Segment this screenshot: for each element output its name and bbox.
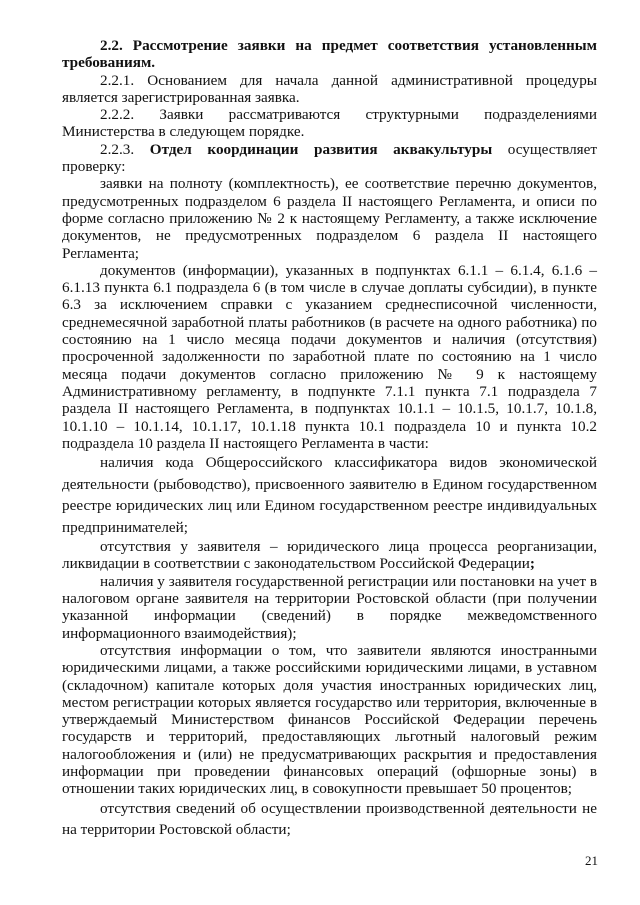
- paragraph-2-2-3: [62, 141, 597, 176]
- list-item: наличия у заявителя государственной регистрации или постановки на учет в налоговом органе заявителя на территории Ростовской области (при получении указанной информации (сведений) в порядке межведомственного информационного взаимодействия);: [62, 572, 597, 642]
- paragraph-2-2-2: 2.2.2. Заявки рассматриваются структурными подразделениями Министерства в следующем порядке.: [62, 106, 597, 141]
- list-item: отсутствия информации о том, что заявители являются иностранными юридическими лицами, а также российскими юридическими лицами, в уставном (складочном) капитале которых доля участия иностранных юридических лиц, местом регистрации которых является государство или территория, включенные в утверждаемый Министерством финансов Российской Федерации перечень государств и территорий, предоставляющих льготный налоговый режим налогообложения и (или) не предусматривающих раскрытия и предоставления информации при проведении финансовых операций (офшорные зоны) в отношении таких юридических лиц, в совокупности превышает 50 процентов;: [62, 641, 597, 798]
- list-item: наличия кода Общероссийского классификатора видов экономической деятельности (рыбоводство), присвоенного заявителю в Едином государственном реестре юридических лиц или Едином государственном реестре индивидуальных предпринимателей;: [62, 454, 597, 536]
- paragraph-number: 2.2.3.: [100, 140, 135, 158]
- list-item: заявки на полноту (комплектность), ее соответствие перечню документов, предусмотренных подразделом 6 раздела II настоящего Регламента, и описи по форме согласно приложению № 2 к настоящему Регламенту, а также исключение документов, не предусмотренных подразделом 6 раздела II настоящего Регламента;: [62, 175, 597, 262]
- list-item: документов (информации), указанных в подпунктах 6.1.1 – 6.1.4, 6.1.6 – 6.1.13 пункта 6.1 подраздела 6 (в том числе в случае доплаты субсидии), в пункте 6.3 за исключением справки с указанием среднесписочной численности, среднемесячной заработной платы работников (в расчете на одного работника) по состоянию на 1 число месяца подачи документов и наличия (отсутствия) просроченной задолженности по заработной плате по состоянию на 1 число месяца подачи документов согласно приложению № 9 к настоящему Административному регламенту, в подпункте 7.1.1 пункта 7.1 подраздела 7 раздела II настоящего Регламента, в подпунктах 10.1.1 – 10.1.5, 10.1.7, 10.1.8, 10.1.10 – 10.1.14, 10.1.17, 10.1.18 пункта 10.1 подраздела 10 и пункта 10.2 подраздела 10 раздела II настоящего Регламента в части:: [62, 261, 597, 452]
- list-item: отсутствия сведений об осуществлении производственной деятельности не на территории Ростовской области;: [62, 799, 597, 839]
- page-text: [62, 37, 597, 841]
- page-number: 21: [585, 853, 598, 868]
- section-heading: 2.2. Рассмотрение заявки на предмет соответствия установленным требованиям.: [62, 37, 597, 72]
- bold-semicolon: ;: [529, 555, 535, 573]
- paragraph-2-2-1: 2.2.1. Основанием для начала данной административной процедуры является зарегистрированная заявка.: [62, 71, 597, 106]
- department-name: Отдел координации развития аквакультуры: [149, 140, 493, 158]
- paragraph-rest: осуществляет проверку:: [62, 140, 598, 176]
- list-item: [62, 538, 597, 573]
- list-item-text: отсутствия у заявителя – юридического лица процесса реорганизации, ликвидации в соответствии с законодательством Российской Федерации: [62, 538, 597, 573]
